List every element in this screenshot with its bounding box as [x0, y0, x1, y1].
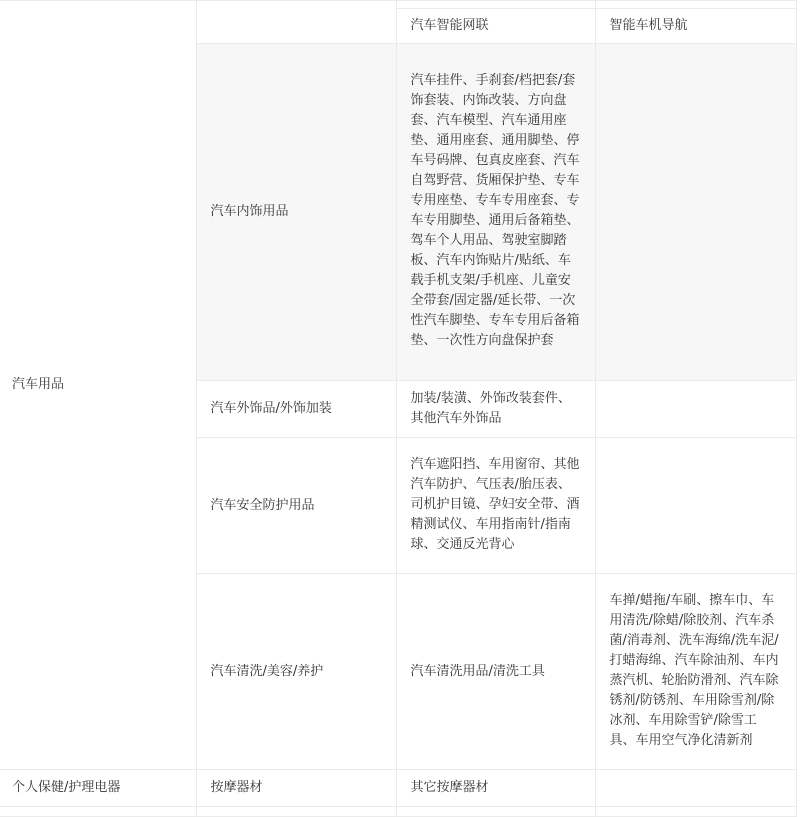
category-cell — [196, 44, 396, 381]
subcategory-cell — [396, 9, 595, 44]
items-text: 其它按摩器材 — [410, 780, 489, 795]
items-text: 汽车挂件、手刹套/档把套/套饰套装、内饰改装、方向盘套、汽车模型、汽车通用座垫、通用座套、通用脚垫、停车号码牌、包真皮座套、汽车自驾野营、货厢保护垫、专车专用座垫、专车专用座套、专车专用脚垫、通用后备箱垫、驾车个人用品、驾驶室脚踏板、汽车内饰贴片/贴纸、车载手机支架/手机座、儿童安全带套/固定器/延长带、一次性汽车脚垫、专车专用后备箱垫、一次性方向盘保护套 — [410, 73, 580, 348]
table-row — [0, 770, 796, 807]
category-label: 按摩器材 — [210, 780, 263, 795]
table-row — [0, 807, 796, 817]
group-label: 个人保健/护理电器 — [12, 780, 121, 795]
empty-cell — [595, 770, 796, 807]
items-cell — [396, 574, 595, 770]
empty-cell — [595, 807, 796, 817]
empty-cell — [0, 807, 196, 817]
category-label: 汽车清洗/美容/养护 — [210, 663, 324, 679]
details-text: 车掸/蜡拖/车刷、擦车巾、车用清洗/除蜡/除胶剂、汽车杀菌/消毒剂、洗车海绵/洗车泥/打蜡海绵、汽车除油剂、车内蒸汽机、轮胎防滑剂、汽车除锈剂/防锈剂、车用除雪剂/除冰剂、车用除雪铲/除雪工具、车用空气净化清新剂 — [609, 592, 779, 748]
category-cell — [196, 381, 396, 438]
items-cell — [396, 381, 595, 438]
items-text: 汽车遮阳挡、车用窗帘、其他汽车防护、气压表/胎压表、司机护目镜、孕妇安全带、酒精测试仪、车用指南针/指南球、交通反光背心 — [410, 456, 580, 552]
group-cell — [0, 770, 196, 807]
subcategory-label: 智能车机导航 — [609, 18, 688, 33]
category-cell — [196, 574, 396, 770]
empty-cell — [595, 438, 796, 574]
items-text: 加装/装潢、外饰改装套件、其他汽车外饰品 — [410, 391, 571, 426]
items-cell — [396, 770, 595, 807]
items-cell — [396, 438, 595, 574]
empty-cell — [396, 807, 595, 817]
items-cell — [396, 44, 595, 381]
category-cell — [196, 438, 396, 574]
subcategory-cell — [595, 9, 796, 44]
empty-cell — [595, 1, 796, 9]
group-label: 汽车用品 — [12, 377, 65, 392]
category-label: 汽车安全防护用品 — [210, 497, 315, 513]
category-cell — [196, 770, 396, 807]
table-row — [0, 1, 796, 9]
items-text: 汽车清洗用品/清洗工具 — [410, 663, 545, 679]
category-label: 汽车外饰品/外饰加装 — [210, 401, 332, 416]
empty-cell — [196, 1, 396, 44]
group-cell — [0, 1, 196, 770]
empty-cell — [196, 807, 396, 817]
subcategory-label: 汽车智能网联 — [410, 18, 489, 33]
empty-cell — [595, 381, 796, 438]
empty-cell — [396, 1, 595, 9]
empty-cell — [595, 44, 796, 381]
details-cell — [595, 574, 796, 770]
category-label: 汽车内饰用品 — [210, 204, 289, 219]
